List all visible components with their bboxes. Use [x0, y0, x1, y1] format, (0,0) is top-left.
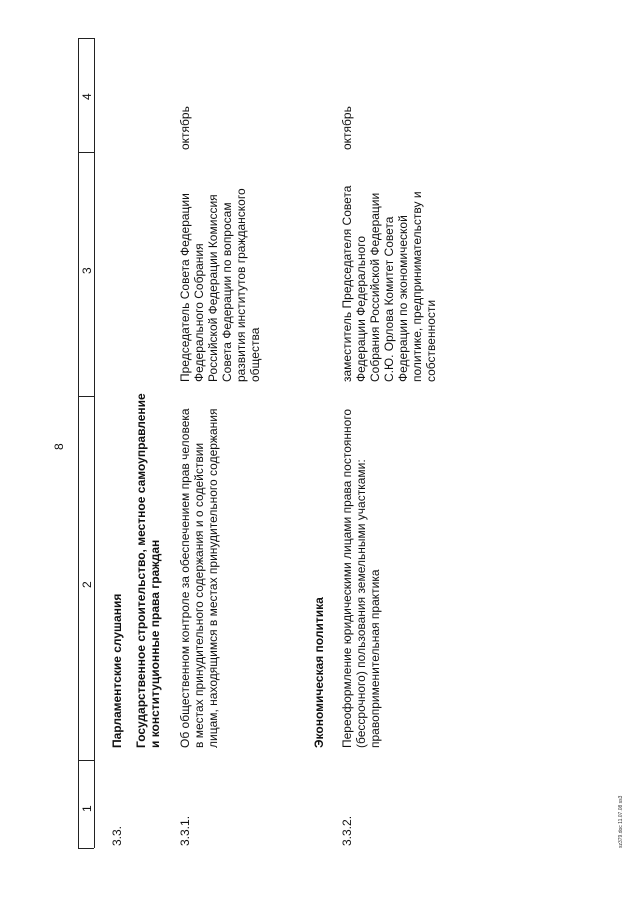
item-number: 3.3.2.	[340, 815, 354, 846]
header-col-3: 3	[80, 267, 94, 274]
header-col-2: 2	[80, 581, 94, 588]
item-number: 3.3.1.	[178, 815, 192, 846]
item-text: Об общественном контроле за обеспечением прав человека в местах принудительного содержания и о содействии лицам, находящимся в местах принудительного содержания	[178, 408, 220, 748]
page-number: 8	[52, 443, 66, 450]
table-border-top	[78, 38, 94, 39]
table-border-left	[78, 38, 79, 848]
file-code: sz379.doc 11.07.08 ss3	[618, 795, 624, 848]
header-col-1: 1	[80, 805, 94, 812]
item-text: Переоформление юридическими лицами права постоянного (бессрочного) пользования земельными участками: правоприменительная практика	[340, 408, 382, 748]
section-number: 3.3.	[110, 825, 124, 846]
item-month: октябрь	[340, 106, 354, 150]
item-responsible: Председатель Совета Федерации Федерального Собрания Российской Федерации Комиссия Совета Федерации по вопросам развития институтов гражданского общества	[178, 188, 262, 382]
subsection-heading: Экономическая политика	[312, 597, 326, 748]
col-divider-1-2	[78, 760, 94, 761]
table-header-divider	[94, 38, 95, 848]
col-divider-3-4	[78, 152, 94, 153]
section-title: Парламентские слушания	[110, 593, 124, 748]
item-responsible: заместитель Председателя Совета Федерации Федерального Собрания Российской Федерации С.Ю. Орлова Комитет Совета Федерации по экономической политике, предпринимательству и собственности	[340, 185, 438, 382]
item-month: октябрь	[178, 106, 192, 150]
header-col-4: 4	[80, 93, 94, 100]
table-border-bottom	[78, 848, 94, 849]
col-divider-2-3	[78, 396, 94, 397]
subsection-heading: Государственное строительство, местное самоуправление и конституционные права граждан	[134, 393, 162, 748]
